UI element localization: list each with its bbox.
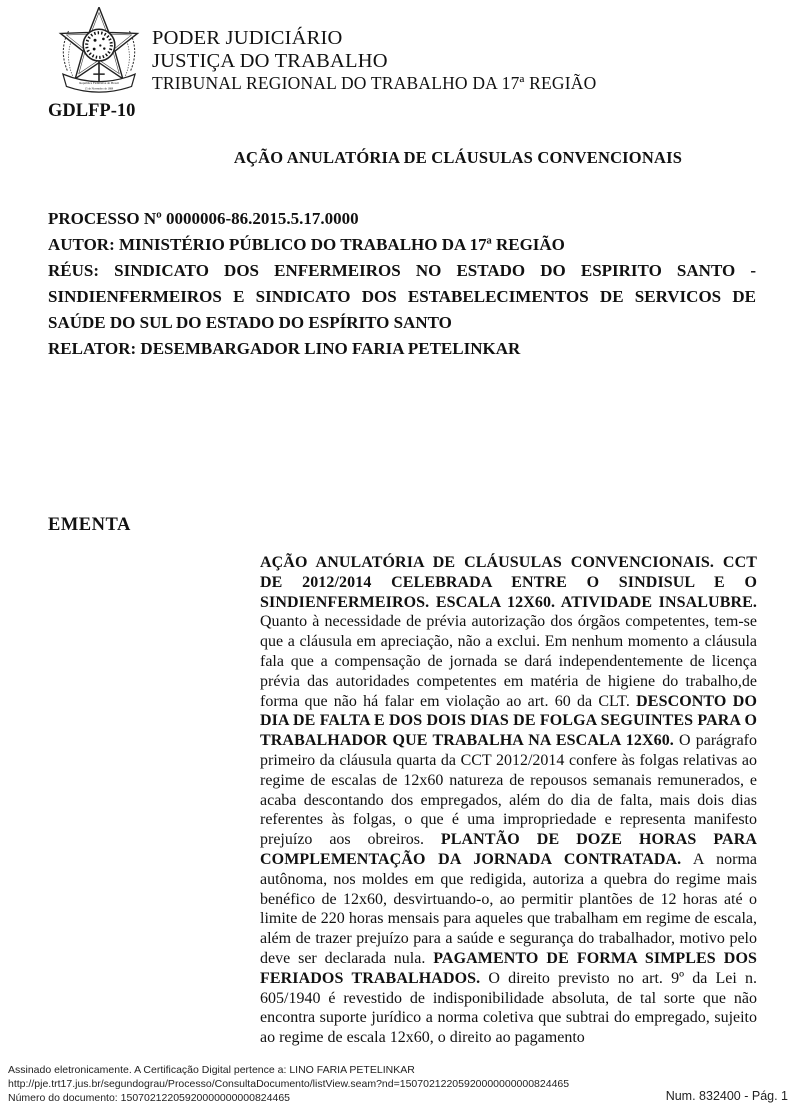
header-poder-judiciario: PODER JUDICIÁRIO: [152, 27, 343, 49]
court-header-text: [152, 7, 596, 99]
ribbon-text-top: República Federativa do Brasil: [79, 81, 119, 86]
process-number: PROCESSO Nº 0000006-86.2015.5.17.0000: [48, 209, 359, 228]
process-block: [48, 206, 756, 362]
ementa-heading: EMENTA: [48, 515, 131, 535]
document-title: AÇÃO ANULATÓRIA DE CLÁUSULAS CONVENCIONAIS: [233, 148, 683, 167]
process-relator: RELATOR: DESEMBARGADOR LINO FARIA PETELINKAR: [48, 339, 521, 358]
ementa-body: AÇÃO ANULATÓRIA DE CLÁUSULAS CONVENCIONAIS. CCT DE 2012/2014 CELEBRADA ENTRE O SINDISUL E O SINDIENFERMEIROS. ESCALA 12X60. ATIVIDADE INSALUBRE. Quanto à necessidade de prévia autorização dos órgãos competentes, tem-se que a cláusula em apreciação, não a exclui. Em nenhum momento a cláusula fala que a compensação de jornada se dará independentemente de licença prévia das autoridades competentes em matéria de higiene do trabalho,de forma que não há falar em violação ao art. 60 da CLT. DESCONTO DO DIA DE FALTA E DOS DOIS DIAS DE FOLGA SEGUINTES PARA O TRABALHADOR QUE TRABALHA NA ESCALA 12X60. O parágrafo primeiro da cláusula quarta da CCT 2012/2014 confere às folgas relativas ao regime de escalas de 12x60 natureza de repousos semanais remunerados, e acaba descontando dos empregados, além do dia de falta, mais dois dias referentes às folgas, o que é uma impropriedade e representa manifesto prejuízo aos obreiros. PLANTÃO DE DOZE HORAS PARA COMPLEMENTAÇÃO DA JORNADA CONTRATADA. A norma autônoma, nos moldes em que redigida, autoriza a quebra do regime mais benéfico de 12x60, desvirtuando-o, ao permitir plantões de 12 horas até o limite de 220 horas mensais para aqueles que trabalham em regime de escala, além de trazer prejuízo para a saúde e segurança do trabalhador, motivo pelo deve ser declarada nula. PAGAMENTO DE FORMA SIMPLES DOS FERIADOS TRABALHADOS. O direito previsto no art. 9º da Lei n. 605/1940 é revestido de indisponibilidade absoluta, de tal sorte que não encontra suporte jurídico a norma coletiva que subtrai do empregado, sujeito ao regime de escala 12x60, o direito ao pagamento: [260, 554, 758, 1047]
process-autor: AUTOR: MINISTÉRIO PÚBLICO DO TRABALHO DA 17ª REGIÃO: [48, 235, 565, 254]
footer-signature: Assinado eletronicamente. A Certificação Digital pertence a: LINO FARIA PETELINKAR: [8, 1064, 415, 1076]
document-code: GDLFP-10: [48, 101, 136, 121]
footer-verification-url: http://pje.trt17.jus.br/segundograu/Processo/ConsultaDocumento/listView.seam?nd=15070212205920000000000824465: [8, 1078, 570, 1090]
page-number-label: Num. 832400 - Pág. 1: [665, 1089, 788, 1103]
header-tribunal-regiao: TRIBUNAL REGIONAL DO TRABALHO DA 17ª REGIÃO: [152, 73, 597, 93]
court-header: [55, 7, 596, 99]
header-justica-trabalho: JUSTIÇA DO TRABALHO: [152, 49, 388, 72]
footer-document-number: Número do documento: 15070212205920000000000824465: [8, 1092, 290, 1104]
ribbon-text-bottom: 15 de Novembro de 1889: [84, 86, 114, 91]
brazil-coat-of-arms-icon: [55, 7, 143, 99]
process-reus: RÉUS: SINDICATO DOS ENFERMEIROS NO ESTADO DO ESPIRITO SANTO - SINDIENFERMEIROS E SINDICATO DOS ESTABELECIMENTOS DE SERVICOS DE SAÚDE DO SUL DO ESTADO DO ESPÍRITO SANTO: [48, 261, 756, 332]
